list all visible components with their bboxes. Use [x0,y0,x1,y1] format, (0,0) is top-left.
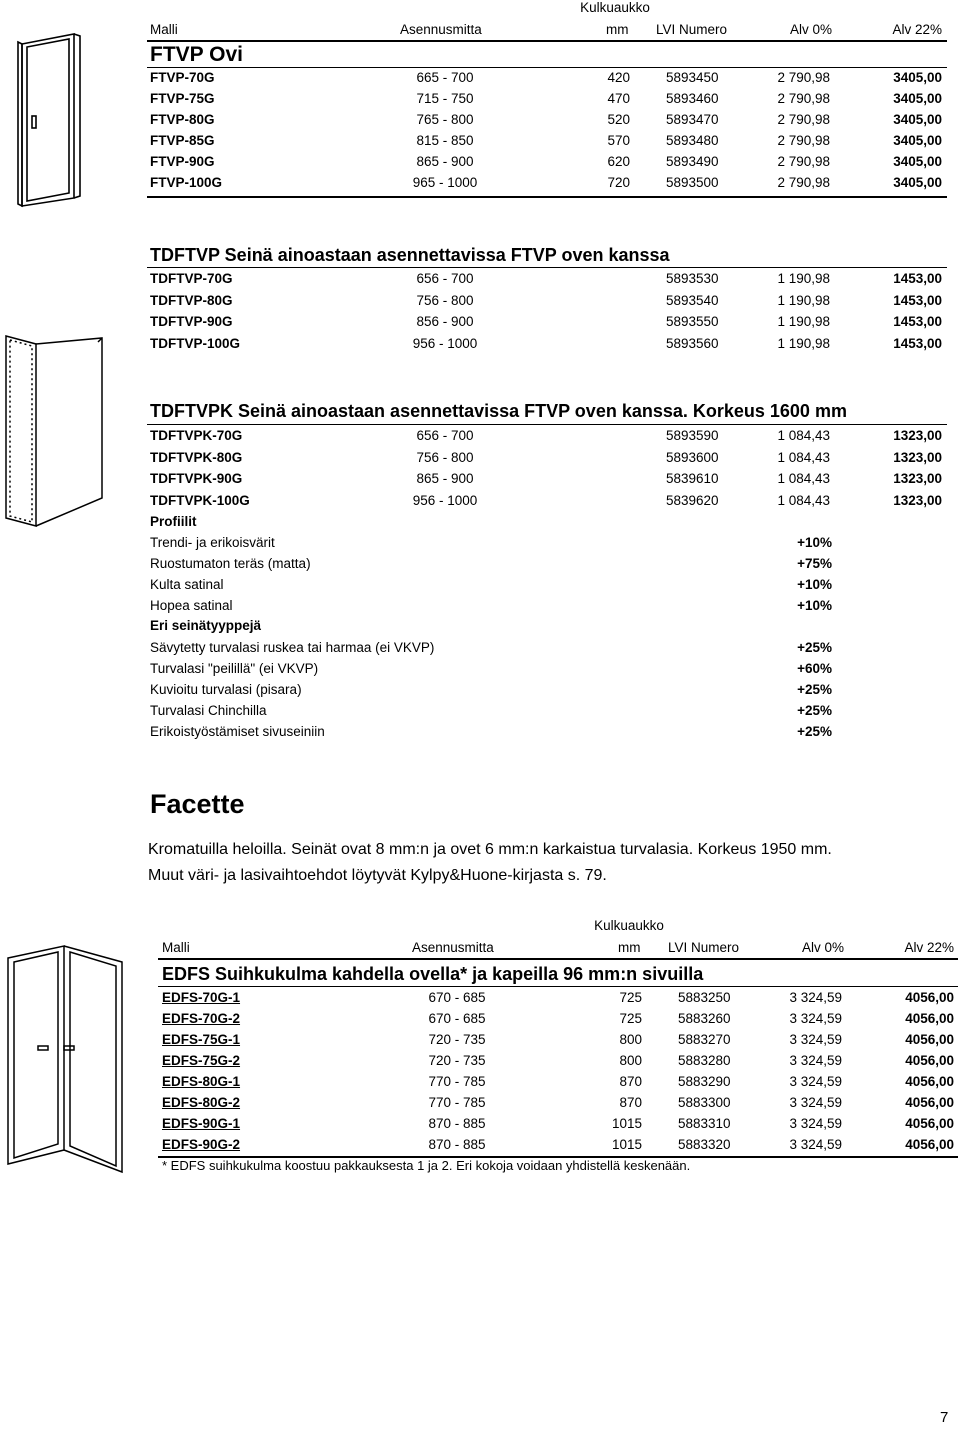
ftvp-cell-alv22: 3405,00 [893,133,942,148]
ftvp-cell-lvi: 5893450 [666,70,719,85]
tdftvpk-cell-lvi: 5839610 [666,471,719,486]
tdftvp-cell-alv22: 1453,00 [893,314,942,329]
edfs-cell-lvi: 5883270 [678,1032,731,1047]
ftvp-cell-install: 865 - 900 [416,154,474,169]
ftvp-cell-mm: 420 [607,70,630,85]
tdftvpk-cell-alv0: 1 084,43 [777,492,830,508]
wall-item-label: Kuvioitu turvalasi (pisara) [150,682,302,697]
ftvp-cell-alv22: 3405,00 [893,154,942,169]
tdftvp-table-row [0,312,960,333]
table2-header-mm: mm [618,940,641,955]
tdftvp-cell-model: TDFTVP-100G [150,335,241,351]
edfs-cell-mm: 800 [619,1053,642,1068]
profile-item-label: Ruostumaton teräs (matta) [150,556,311,571]
tdftvpk-cell-alv22: 1323,00 [893,428,942,443]
ftvp-cell-alv0: 2 790,98 [777,70,830,85]
ftvp-cell-alv22: 3405,00 [893,175,942,190]
ftvp-table-row [0,68,960,89]
tdftvp-cell-alv22: 1453,00 [893,335,942,351]
ftvp-cell-model: FTVP-80G [150,112,215,127]
tdftvpk-cell-install: 656 - 700 [416,428,474,443]
tdftvpk-section-title: TDFTVPK Seinä ainoastaan asennettavissa FTVP oven kanssa. Korkeus 1600 mm [150,401,847,421]
profile-item-label: Trendi- ja erikoisvärit [150,535,275,550]
edfs-table-row [0,1072,960,1093]
edfs-cell-model: EDFS-90G-2 [162,1137,241,1152]
wall-item-label: Erikoistyöstämiset sivuseiniin [150,724,325,739]
tdftvp-cell-lvi: 5893530 [666,271,719,286]
edfs-table-row [0,1009,960,1030]
edfs-cell-model: EDFS-80G-2 [162,1095,241,1110]
ftvp-cell-install: 665 - 700 [416,70,474,85]
ftvp-cell-alv0: 2 790,98 [777,154,830,169]
page-number: 7 [940,1409,949,1426]
tdftvpk-cell-install: 956 - 1000 [412,492,478,508]
table2-header-alv22: Alv 22% [904,940,954,955]
edfs-cell-install: 720 - 735 [428,1053,486,1068]
tdftvpk-cell-alv0: 1 084,43 [777,449,830,465]
tdftvp-cell-alv22: 1453,00 [893,292,942,308]
edfs-cell-install: 670 - 685 [428,990,486,1005]
profile-item-label: Kulta satinal [150,577,224,592]
ftvp-cell-alv0: 2 790,98 [777,91,830,106]
ftvp-cell-alv0: 2 790,98 [777,133,830,148]
edfs-cell-lvi: 5883300 [678,1095,731,1110]
tdftvp-cell-alv0: 1 190,98 [777,292,830,308]
edfs-cell-alv22: 4056,00 [905,1137,954,1152]
edfs-cell-alv22: 4056,00 [905,1032,954,1047]
tdftvpk-table-row [0,469,960,490]
edfs-table-row [0,1093,960,1114]
header-install: Asennusmitta [400,22,482,37]
tdftvp-table-row [0,334,960,355]
edfs-cell-mm: 725 [619,990,642,1005]
profile-item-value: +10% [797,535,832,550]
tdftvp-section-title: TDFTVP Seinä ainoastaan asennettavissa FTVP oven kanssa [150,245,670,265]
ftvp-cell-model: FTVP-100G [150,175,223,190]
edfs-table-row [0,988,960,1009]
tdftvpk-cell-alv22: 1323,00 [893,449,942,465]
tdftvpk-cell-model: TDFTVPK-70G [150,428,243,443]
edfs-cell-alv0: 3 324,59 [789,1137,842,1152]
ftvp-cell-alv22: 3405,00 [893,112,942,127]
ftvp-cell-mm: 620 [607,154,630,169]
edfs-cell-mm: 870 [619,1095,642,1110]
tdftvp-cell-model: TDFTVP-70G [150,271,233,286]
tdftvpk-cell-alv22: 1323,00 [893,492,942,508]
tdftvpk-table-row [0,426,960,447]
wall-list-item [0,722,960,743]
tdftvp-cell-install: 956 - 1000 [412,335,478,351]
table2-header-divider [158,958,958,960]
edfs-cell-alv22: 4056,00 [905,1074,954,1089]
edfs-cell-install: 670 - 685 [428,1011,486,1026]
edfs-cell-alv0: 3 324,59 [789,1011,842,1026]
wall-list-item [0,638,960,659]
edfs-cell-alv22: 4056,00 [905,990,954,1005]
walls-title: Eri seinätyyppejä [150,618,262,633]
table2-header-opening-label: Kulkuaukko [594,918,664,933]
edfs-table-row [0,1051,960,1072]
ftvp-cell-install: 965 - 1000 [412,175,478,190]
ftvp-section-title: FTVP Ovi [150,43,243,66]
edfs-cell-lvi: 5883280 [678,1053,731,1068]
tdftvp-cell-alv0: 1 190,98 [777,271,830,286]
edfs-table-row [0,1030,960,1051]
edfs-cell-install: 870 - 885 [428,1137,486,1152]
edfs-cell-mm: 1015 [611,1137,642,1152]
ftvp-table-row [0,173,960,194]
edfs-cell-alv22: 4056,00 [905,1095,954,1110]
header-alv22: Alv 22% [892,22,942,37]
ftvp-cell-lvi: 5893470 [666,112,719,127]
table2-header-lvi: LVI Numero [668,940,740,955]
ftvp-table-row [0,89,960,110]
edfs-cell-install: 770 - 785 [428,1095,486,1110]
edfs-cell-install: 870 - 885 [428,1116,486,1131]
profile-item-value: +75% [797,556,832,571]
wall-item-value: +25% [797,682,832,697]
tdftvpk-cell-alv22: 1323,00 [893,471,942,486]
tdftvp-table-row [0,291,960,312]
edfs-cell-alv22: 4056,00 [905,1053,954,1068]
edfs-cell-lvi: 5883290 [678,1074,731,1089]
tdftvpk-table-row [0,491,960,512]
facette-heading: Facette [150,789,245,819]
tdftvpk-cell-install: 865 - 900 [416,471,474,486]
edfs-cell-mm: 870 [619,1074,642,1089]
wall-list-item [0,680,960,701]
table2-header-model: Malli [162,940,190,955]
edfs-cell-model: EDFS-70G-2 [162,1011,241,1026]
ftvp-cell-install: 815 - 850 [416,133,474,148]
header-opening-label: Kulkuaukko [580,0,650,15]
header-divider [147,40,947,42]
ftvp-cell-alv0: 2 790,98 [777,112,830,127]
tdftvpk-cell-alv0: 1 084,43 [777,471,830,486]
header-lvi: LVI Numero [656,22,728,37]
profile-list-item [0,575,960,596]
tdftvp-cell-lvi: 5893550 [666,314,719,329]
tdftvpk-cell-model: TDFTVPK-80G [150,449,243,465]
wall-list-item [0,701,960,722]
ftvp-cell-mm: 520 [607,112,630,127]
profile-item-value: +10% [797,598,832,613]
tdftvp-cell-alv0: 1 190,98 [777,314,830,329]
tdftvp-cell-install: 756 - 800 [416,292,474,308]
ftvp-cell-lvi: 5893490 [666,154,719,169]
tdftvp-cell-alv0: 1 190,98 [777,335,830,351]
tdftvp-table-row [0,269,960,290]
ftvp-cell-lvi: 5893460 [666,91,719,106]
ftvp-table-row [0,110,960,131]
wall-item-value: +25% [797,640,832,655]
ftvp-table-row [0,131,960,152]
wall-item-value: +60% [797,661,832,676]
tdftvpk-cell-lvi: 5893600 [666,449,719,465]
ftvp-cell-mm: 720 [607,175,630,190]
edfs-cell-alv0: 3 324,59 [789,1116,842,1131]
tdftvp-cell-install: 656 - 700 [416,271,474,286]
ftvp-cell-alv22: 3405,00 [893,91,942,106]
tdftvpk-cell-model: TDFTVPK-100G [150,492,250,508]
tdftvpk-cell-lvi: 5893590 [666,428,719,443]
tdftvpk-cell-alv0: 1 084,43 [777,428,830,443]
wall-item-value: +25% [797,703,832,718]
ftvp-cell-model: FTVP-85G [150,133,215,148]
facette-description-line1: Kromatuilla heloilla. Seinät ovat 8 mm:n ja ovet 6 mm:n karkaistua turvalasia. Korkeus 1950 mm. [148,841,832,858]
ftvp-cell-install: 765 - 800 [416,112,474,127]
edfs-cell-model: EDFS-75G-1 [162,1032,241,1047]
tdftvp-cell-model: TDFTVP-90G [150,314,233,329]
wall-item-label: Turvalasi Chinchilla [150,703,267,718]
edfs-cell-mm: 725 [619,1011,642,1026]
ftvp-cell-alv0: 2 790,98 [777,175,830,190]
profiles-title: Profiilit [150,514,197,529]
edfs-cell-alv0: 3 324,59 [789,1074,842,1089]
edfs-footnote: * EDFS suihkukulma koostuu pakkauksesta 1 ja 2. Eri kokoja voidaan yhdistellä keskenään. [162,1158,691,1173]
ftvp-cell-lvi: 5893480 [666,133,719,148]
ftvp-table-row [0,152,960,173]
tdftvpk-cell-model: TDFTVPK-90G [150,471,243,486]
edfs-cell-alv0: 3 324,59 [789,1095,842,1110]
ftvp-end-divider [147,196,947,198]
edfs-cell-lvi: 5883310 [678,1116,731,1131]
edfs-cell-alv0: 3 324,59 [789,1032,842,1047]
edfs-cell-lvi: 5883320 [678,1137,731,1152]
edfs-cell-alv0: 3 324,59 [789,1053,842,1068]
wall-item-label: Sävytetty turvalasi ruskea tai harmaa (ei VKVP) [150,640,435,655]
edfs-cell-alv0: 3 324,59 [789,990,842,1005]
edfs-cell-alv22: 4056,00 [905,1011,954,1026]
header-model: Malli [150,22,178,37]
ftvp-cell-model: FTVP-75G [150,91,215,106]
tdftvpk-title-divider [147,424,947,425]
ftvp-cell-install: 715 - 750 [416,91,474,106]
wall-item-value: +25% [797,724,832,739]
edfs-title-divider [158,986,958,987]
tdftvp-cell-lvi: 5893560 [666,335,719,351]
profile-item-value: +10% [797,577,832,592]
edfs-cell-mm: 1015 [611,1116,642,1131]
tdftvpk-table-row [0,448,960,469]
ftvp-cell-model: FTVP-70G [150,70,215,85]
edfs-cell-install: 770 - 785 [428,1074,486,1089]
ftvp-cell-model: FTVP-90G [150,154,215,169]
tdftvp-cell-lvi: 5893540 [666,292,719,308]
tdftvpk-cell-install: 756 - 800 [416,449,474,465]
edfs-table-row [0,1135,960,1156]
tdftvp-cell-install: 856 - 900 [416,314,474,329]
edfs-cell-model: EDFS-75G-2 [162,1053,241,1068]
profile-list-item [0,554,960,575]
header-alv0: Alv 0% [789,22,832,37]
profile-list-item [0,596,960,617]
profile-list-item [0,533,960,554]
ftvp-cell-alv22: 3405,00 [893,70,942,85]
ftvp-cell-lvi: 5893500 [666,175,719,190]
table2-header-alv0: Alv 0% [801,940,844,955]
edfs-cell-install: 720 - 735 [428,1032,486,1047]
edfs-cell-model: EDFS-70G-1 [162,990,241,1005]
table2-header-install: Asennusmitta [412,940,494,955]
header-mm: mm [606,22,629,37]
tdftvp-cell-model: TDFTVP-80G [150,292,233,308]
profile-item-label: Hopea satinal [150,598,233,613]
edfs-cell-lvi: 5883260 [678,1011,731,1026]
ftvp-cell-mm: 570 [607,133,630,148]
edfs-cell-mm: 800 [619,1032,642,1047]
tdftvp-cell-alv22: 1453,00 [893,271,942,286]
wall-item-label: Turvalasi "peilillä" (ei VKVP) [150,661,319,676]
tdftvp-title-divider [147,267,947,268]
tdftvpk-cell-lvi: 5839620 [666,492,719,508]
edfs-cell-model: EDFS-90G-1 [162,1116,241,1131]
edfs-cell-alv22: 4056,00 [905,1116,954,1131]
edfs-table-row [0,1114,960,1135]
wall-list-item [0,659,960,680]
edfs-section-title: EDFS Suihkukulma kahdella ovella* ja kapeilla 96 mm:n sivuilla [162,964,704,984]
edfs-cell-lvi: 5883250 [678,990,731,1005]
ftvp-cell-mm: 470 [607,91,630,106]
edfs-cell-model: EDFS-80G-1 [162,1074,241,1089]
facette-description-line2: Muut väri- ja lasivaihtoehdot löytyvät Kylpy&Huone-kirjasta s. 79. [148,867,607,884]
